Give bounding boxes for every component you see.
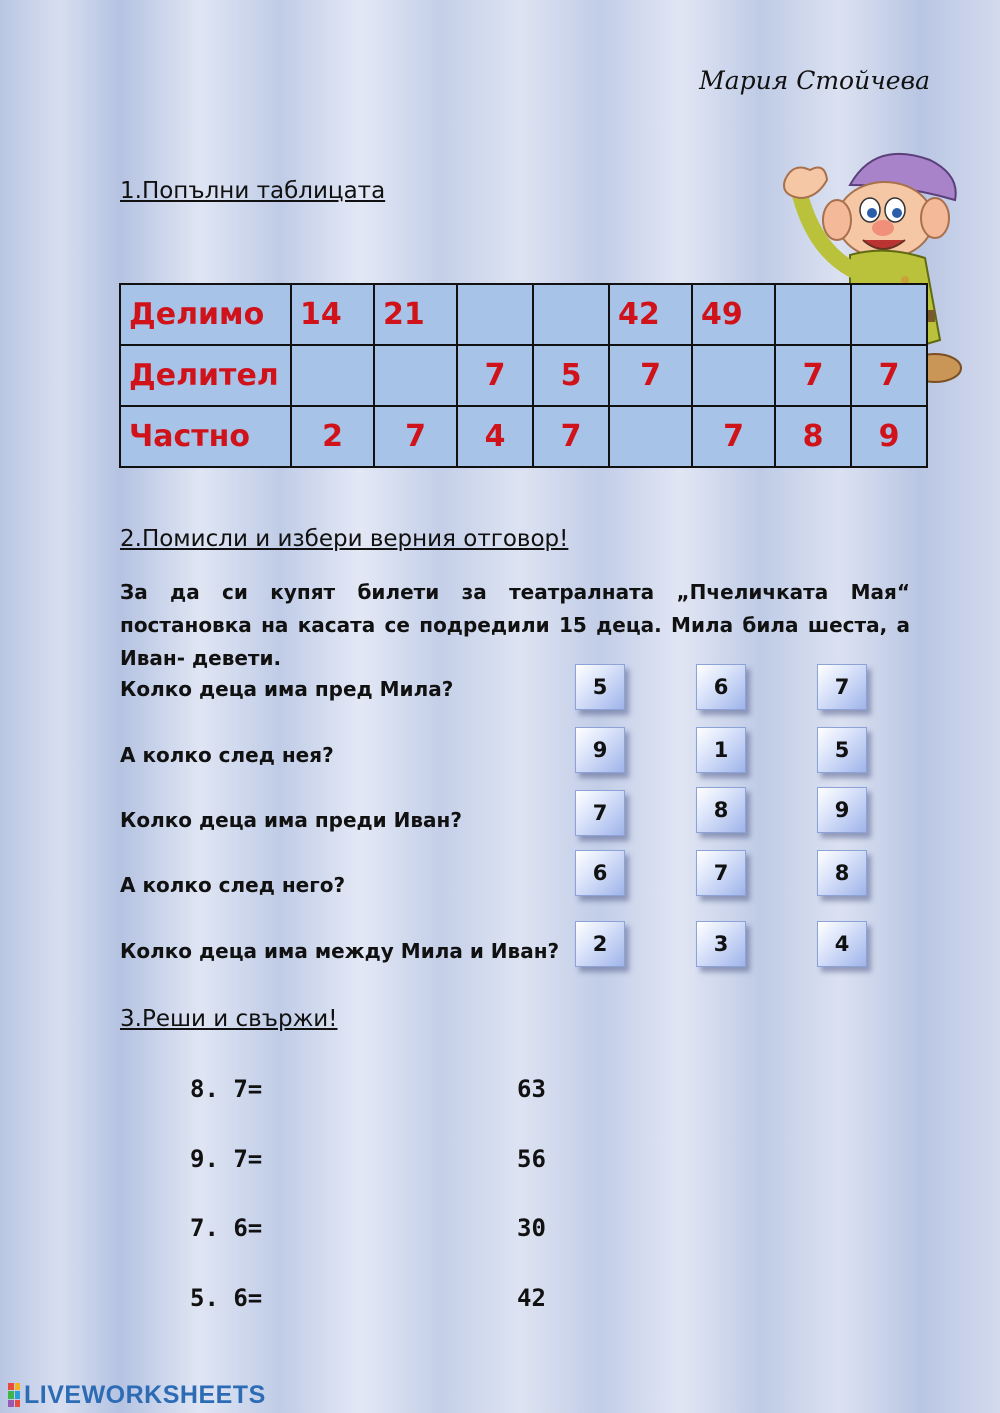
answer-choice[interactable]: 3: [696, 921, 746, 967]
row-label-quotient: Частно: [120, 406, 291, 467]
answer-choice[interactable]: 7: [817, 664, 867, 710]
result-value[interactable]: 42: [517, 1284, 546, 1312]
answer-choice[interactable]: 6: [696, 664, 746, 710]
expression[interactable]: 5. 6=: [190, 1284, 263, 1312]
logo-text: LIVEWORKSHEETS: [24, 1380, 266, 1409]
table-cell-blank[interactable]: [533, 284, 609, 345]
section2-heading: 2.Помисли и избери верния отговор!: [120, 526, 569, 552]
table-cell-blank[interactable]: [851, 284, 927, 345]
table-cell: 7: [609, 345, 692, 406]
section1-heading: 1.Попълни таблицата: [120, 178, 386, 204]
table-cell: 9: [851, 406, 927, 467]
author-name: Мария Стойчева: [699, 66, 930, 95]
table-cell-blank[interactable]: [609, 406, 692, 467]
liveworksheets-logo[interactable]: [8, 1380, 266, 1410]
result-value[interactable]: 30: [517, 1214, 546, 1242]
logo-tiles-icon: [8, 1383, 20, 1407]
answer-choice[interactable]: 2: [575, 921, 625, 967]
table-cell: 14: [291, 284, 374, 345]
division-table: [119, 283, 928, 468]
table-cell: 7: [775, 345, 851, 406]
row-label-divisor: Делител: [120, 345, 291, 406]
answer-choice[interactable]: 4: [817, 921, 867, 967]
answer-choice[interactable]: 5: [575, 664, 625, 710]
answer-choice[interactable]: 1: [696, 727, 746, 773]
answer-choice[interactable]: 6: [575, 850, 625, 896]
result-value[interactable]: 56: [517, 1145, 546, 1173]
question-3: Колко деца има преди Иван?: [120, 808, 462, 832]
table-cell: 4: [457, 406, 533, 467]
answer-choice[interactable]: 8: [817, 850, 867, 896]
row-label-dividend: Делимо: [120, 284, 291, 345]
table-row-quotient: [120, 406, 927, 467]
answer-choice[interactable]: 9: [817, 787, 867, 833]
table-cell: 7: [851, 345, 927, 406]
answer-choice[interactable]: 5: [817, 727, 867, 773]
result-value[interactable]: 63: [517, 1075, 546, 1103]
answer-choice[interactable]: 8: [696, 787, 746, 833]
answer-choice[interactable]: 7: [696, 850, 746, 896]
table-cell-blank[interactable]: [775, 284, 851, 345]
table-cell: 49: [692, 284, 775, 345]
table-cell: 21: [374, 284, 457, 345]
question-5: Колко деца има между Мила и Иван?: [120, 939, 560, 963]
table-cell: 8: [775, 406, 851, 467]
answer-choice[interactable]: 9: [575, 727, 625, 773]
table-cell-blank[interactable]: [291, 345, 374, 406]
story-text: За да си купят билети за театралната „Пчеличката Мая“ постановка на касата се подредили 15 деца. Мила била шеста, а Иван- девети.: [120, 580, 910, 670]
table-cell: 5: [533, 345, 609, 406]
table-cell: 7: [374, 406, 457, 467]
table-cell: 7: [533, 406, 609, 467]
answer-choice[interactable]: 7: [575, 790, 625, 836]
table-cell-blank[interactable]: [457, 284, 533, 345]
expression[interactable]: 7. 6=: [190, 1214, 263, 1242]
section3-heading: 3.Реши и свържи!: [120, 1006, 338, 1032]
table-cell-blank[interactable]: [692, 345, 775, 406]
table-cell: 42: [609, 284, 692, 345]
table-cell-blank[interactable]: [374, 345, 457, 406]
question-4: А колко след него?: [120, 873, 346, 897]
table-cell: 2: [291, 406, 374, 467]
table-cell: 7: [457, 345, 533, 406]
question-2: А колко след нея?: [120, 743, 334, 767]
expression[interactable]: 8. 7=: [190, 1075, 263, 1103]
question-1: Колко деца има пред Мила?: [120, 677, 454, 701]
table-cell: 7: [692, 406, 775, 467]
table-row-divisor: [120, 345, 927, 406]
expression[interactable]: 9. 7=: [190, 1145, 263, 1173]
table-row-dividend: [120, 284, 927, 345]
